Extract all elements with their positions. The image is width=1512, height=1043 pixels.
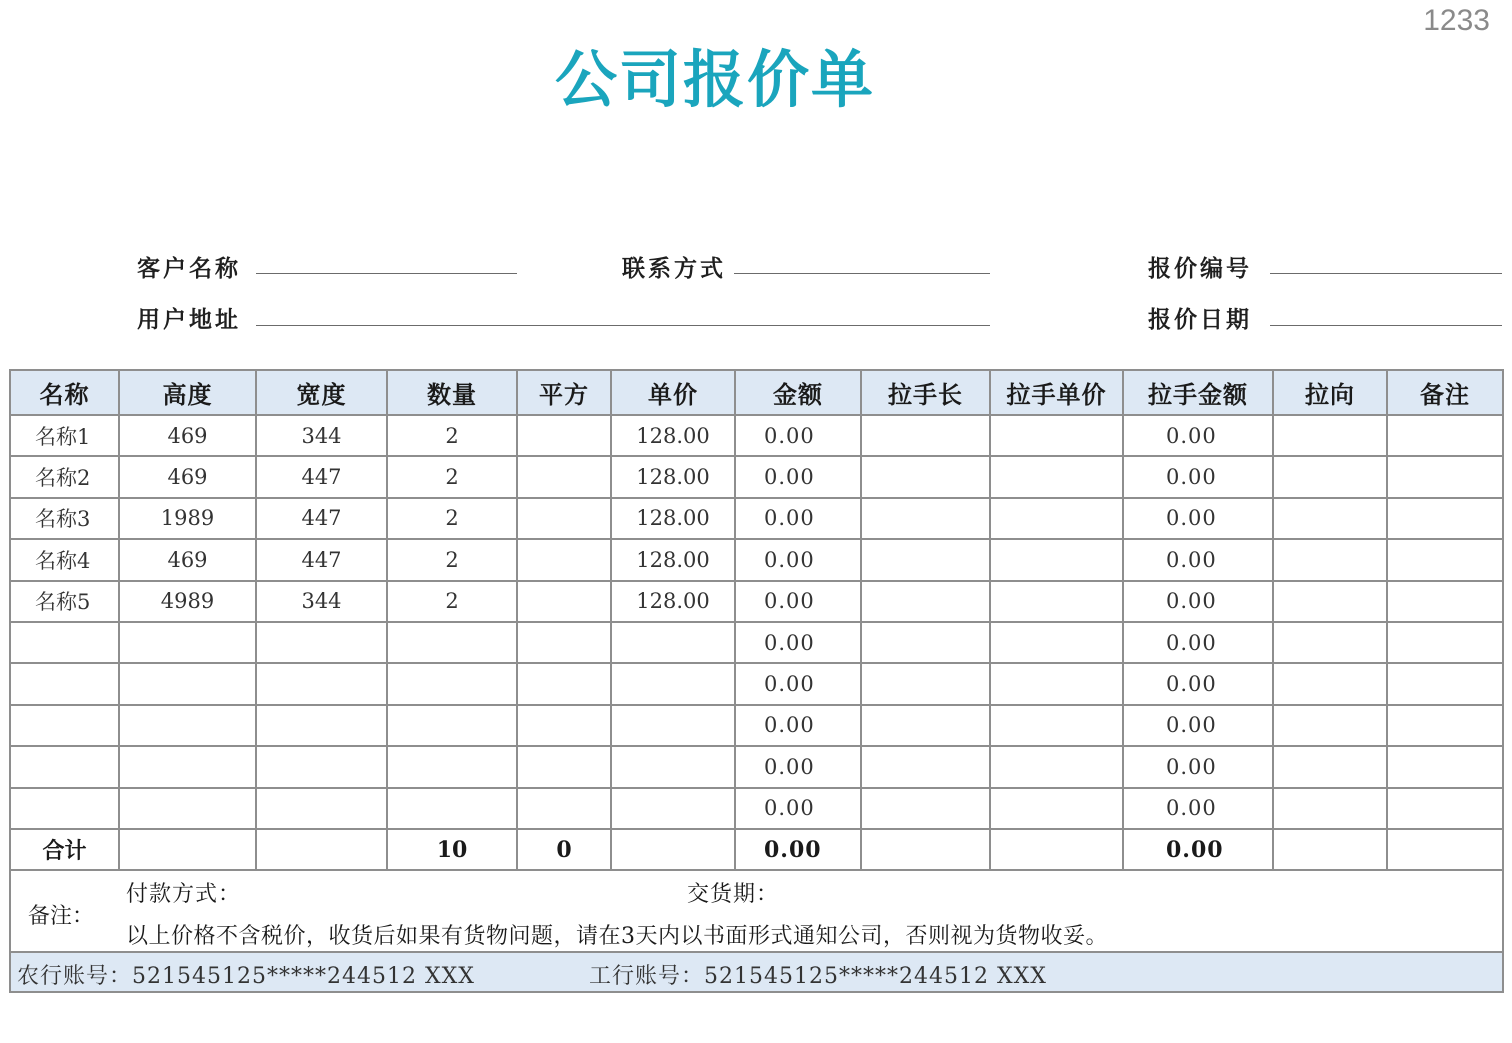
item-handle-amount-cell[interactable]: 0.00 xyxy=(1123,622,1273,663)
item-handle-length-cell[interactable] xyxy=(861,539,990,580)
item-height-cell[interactable] xyxy=(119,663,256,704)
item-handle-unit-price-cell[interactable] xyxy=(990,539,1123,580)
item-quantity-cell[interactable] xyxy=(387,622,517,663)
item-quantity-cell[interactable] xyxy=(387,663,517,704)
table-row xyxy=(10,415,1503,456)
item-height-cell[interactable]: 4989 xyxy=(119,581,256,622)
item-width-cell[interactable]: 447 xyxy=(256,539,387,580)
item-direction-cell[interactable] xyxy=(1273,456,1387,497)
col-header-direction: 拉向 xyxy=(1273,370,1387,415)
item-handle-amount-cell[interactable]: 0.00 xyxy=(1123,456,1273,497)
table-row xyxy=(10,498,1503,539)
abc-bank-account: 农行账号：521545125*****244512 XXX xyxy=(17,964,475,990)
item-handle-unit-price-cell[interactable] xyxy=(990,456,1123,497)
item-handle-amount-cell[interactable]: 0.00 xyxy=(1123,788,1273,829)
item-handle-unit-price-cell[interactable] xyxy=(990,622,1123,663)
item-quantity-cell[interactable] xyxy=(387,788,517,829)
item-height-cell[interactable] xyxy=(119,746,256,787)
item-amount-cell[interactable]: 0.00 xyxy=(735,788,861,829)
item-area-cell[interactable] xyxy=(517,539,611,580)
item-unit-price-cell[interactable] xyxy=(611,622,735,663)
item-direction-cell[interactable] xyxy=(1273,705,1387,746)
total-quantity: 10 xyxy=(387,829,517,870)
item-amount-cell[interactable]: 0.00 xyxy=(735,622,861,663)
col-header-handle-amount: 拉手金额 xyxy=(1123,370,1273,415)
item-width-cell[interactable] xyxy=(256,705,387,746)
item-handle-length-cell[interactable] xyxy=(861,622,990,663)
item-height-cell[interactable] xyxy=(119,705,256,746)
item-name-cell[interactable] xyxy=(10,746,119,787)
item-handle-amount-cell[interactable]: 0.00 xyxy=(1123,415,1273,456)
col-header-remarks: 备注 xyxy=(1387,370,1503,415)
page-number: 1233 xyxy=(1423,4,1490,37)
item-handle-unit-price-cell[interactable] xyxy=(990,581,1123,622)
item-width-cell[interactable]: 344 xyxy=(256,581,387,622)
contact-field[interactable] xyxy=(734,273,990,274)
total-row xyxy=(10,829,1503,870)
item-width-cell[interactable]: 344 xyxy=(256,415,387,456)
bank-accounts xyxy=(10,952,1503,992)
total-cell xyxy=(861,829,990,870)
col-header-handle-unit-price: 拉手单价 xyxy=(990,370,1123,415)
total-cell xyxy=(119,829,256,870)
item-handle-unit-price-cell[interactable] xyxy=(990,663,1123,704)
quote-number-label: 报价编号 xyxy=(1148,255,1252,282)
delivery-time-label: 交货期： xyxy=(687,882,780,908)
item-height-cell[interactable]: 469 xyxy=(119,456,256,497)
item-name-cell[interactable]: 名称5 xyxy=(10,581,119,622)
table-row xyxy=(10,663,1503,704)
item-quantity-cell[interactable] xyxy=(387,705,517,746)
item-quantity-cell[interactable]: 2 xyxy=(387,415,517,456)
item-remarks-cell[interactable] xyxy=(1387,622,1503,663)
customer-name-field[interactable] xyxy=(256,273,517,274)
address-label: 用户地址 xyxy=(137,306,241,333)
item-name-cell[interactable]: 名称2 xyxy=(10,456,119,497)
item-direction-cell[interactable] xyxy=(1273,788,1387,829)
table-row xyxy=(10,581,1503,622)
table-row xyxy=(10,539,1503,580)
item-height-cell[interactable]: 1989 xyxy=(119,498,256,539)
item-unit-price-cell[interactable]: 128.00 xyxy=(611,415,735,456)
col-header-quantity: 数量 xyxy=(387,370,517,415)
item-direction-cell[interactable] xyxy=(1273,415,1387,456)
item-handle-unit-price-cell[interactable] xyxy=(990,788,1123,829)
item-area-cell[interactable] xyxy=(517,746,611,787)
item-handle-length-cell[interactable] xyxy=(861,746,990,787)
item-width-cell[interactable] xyxy=(256,788,387,829)
item-height-cell[interactable] xyxy=(119,622,256,663)
item-remarks-cell[interactable] xyxy=(1387,705,1503,746)
item-height-cell[interactable] xyxy=(119,788,256,829)
item-unit-price-cell[interactable]: 128.00 xyxy=(611,581,735,622)
item-area-cell[interactable] xyxy=(517,498,611,539)
address-field[interactable] xyxy=(256,325,990,326)
notes-label: 备注： xyxy=(28,904,95,930)
item-unit-price-cell[interactable]: 128.00 xyxy=(611,498,735,539)
item-remarks-cell[interactable] xyxy=(1387,788,1503,829)
table-row xyxy=(10,456,1503,497)
item-remarks-cell[interactable] xyxy=(1387,498,1503,539)
table-row xyxy=(10,788,1503,829)
document-title: 公司报价单 xyxy=(554,43,875,116)
item-unit-price-cell[interactable] xyxy=(611,663,735,704)
col-header-area: 平方 xyxy=(517,370,611,415)
item-width-cell[interactable] xyxy=(256,663,387,704)
item-handle-amount-cell[interactable]: 0.00 xyxy=(1123,498,1273,539)
item-name-cell[interactable]: 名称1 xyxy=(10,415,119,456)
item-handle-length-cell[interactable] xyxy=(861,415,990,456)
item-amount-cell[interactable]: 0.00 xyxy=(735,415,861,456)
item-handle-length-cell[interactable] xyxy=(861,705,990,746)
item-unit-price-cell[interactable] xyxy=(611,746,735,787)
col-header-unit-price: 单价 xyxy=(611,370,735,415)
item-handle-amount-cell[interactable]: 0.00 xyxy=(1123,539,1273,580)
item-unit-price-cell[interactable] xyxy=(611,788,735,829)
item-remarks-cell[interactable] xyxy=(1387,415,1503,456)
table-header-row xyxy=(10,370,1503,415)
total-cell xyxy=(1273,829,1387,870)
quote-table xyxy=(9,369,1504,993)
item-quantity-cell[interactable]: 2 xyxy=(387,539,517,580)
item-direction-cell[interactable] xyxy=(1273,539,1387,580)
item-area-cell[interactable] xyxy=(517,788,611,829)
col-header-amount: 金额 xyxy=(735,370,861,415)
item-name-cell[interactable]: 名称4 xyxy=(10,539,119,580)
table-row xyxy=(10,622,1503,663)
item-remarks-cell[interactable] xyxy=(1387,746,1503,787)
item-width-cell[interactable]: 447 xyxy=(256,498,387,539)
item-amount-cell[interactable]: 0.00 xyxy=(735,581,861,622)
item-handle-unit-price-cell[interactable] xyxy=(990,705,1123,746)
item-handle-amount-cell[interactable]: 0.00 xyxy=(1123,581,1273,622)
item-area-cell[interactable] xyxy=(517,663,611,704)
notes-box xyxy=(10,870,1503,952)
quote-number-field[interactable] xyxy=(1270,273,1502,274)
item-handle-unit-price-cell[interactable] xyxy=(990,415,1123,456)
customer-name-label: 客户名称 xyxy=(137,255,241,282)
item-amount-cell[interactable]: 0.00 xyxy=(735,498,861,539)
total-cell xyxy=(611,829,735,870)
item-direction-cell[interactable] xyxy=(1273,622,1387,663)
item-handle-amount-cell[interactable]: 0.00 xyxy=(1123,663,1273,704)
item-width-cell[interactable] xyxy=(256,746,387,787)
table-row xyxy=(10,746,1503,787)
item-quantity-cell[interactable] xyxy=(387,746,517,787)
item-name-cell[interactable] xyxy=(10,788,119,829)
item-area-cell[interactable] xyxy=(517,415,611,456)
item-quantity-cell[interactable]: 2 xyxy=(387,456,517,497)
item-handle-length-cell[interactable] xyxy=(861,456,990,497)
item-remarks-cell[interactable] xyxy=(1387,581,1503,622)
item-amount-cell[interactable]: 0.00 xyxy=(735,705,861,746)
item-area-cell[interactable] xyxy=(517,705,611,746)
bank-row xyxy=(10,952,1503,992)
notes-text: 以上价格不含税价，收货后如果有货物问题，请在3天内以书面形式通知公司，否则视为货物收妥。 xyxy=(126,924,1109,950)
payment-method-label: 付款方式： xyxy=(126,882,242,908)
item-amount-cell[interactable]: 0.00 xyxy=(735,663,861,704)
item-unit-price-cell[interactable] xyxy=(611,705,735,746)
item-name-cell[interactable] xyxy=(10,705,119,746)
col-header-height: 高度 xyxy=(119,370,256,415)
col-header-width: 宽度 xyxy=(256,370,387,415)
item-direction-cell[interactable] xyxy=(1273,746,1387,787)
col-header-name: 名称 xyxy=(10,370,119,415)
item-unit-price-cell[interactable]: 128.00 xyxy=(611,456,735,497)
item-width-cell[interactable] xyxy=(256,622,387,663)
item-handle-length-cell[interactable] xyxy=(861,581,990,622)
item-amount-cell[interactable]: 0.00 xyxy=(735,539,861,580)
total-amount: 0.00 xyxy=(735,829,861,870)
icbc-bank-account: 工行账号：521545125*****244512 XXX xyxy=(589,964,1047,990)
item-handle-amount-cell[interactable]: 0.00 xyxy=(1123,705,1273,746)
item-name-cell[interactable] xyxy=(10,663,119,704)
total-label: 合计 xyxy=(10,829,119,870)
quote-date-field[interactable] xyxy=(1270,325,1502,326)
item-quantity-cell[interactable]: 2 xyxy=(387,581,517,622)
item-width-cell[interactable]: 447 xyxy=(256,456,387,497)
item-area-cell[interactable] xyxy=(517,622,611,663)
item-name-cell[interactable]: 名称3 xyxy=(10,498,119,539)
item-height-cell[interactable]: 469 xyxy=(119,539,256,580)
item-handle-length-cell[interactable] xyxy=(861,663,990,704)
item-handle-unit-price-cell[interactable] xyxy=(990,746,1123,787)
item-area-cell[interactable] xyxy=(517,456,611,497)
item-amount-cell[interactable]: 0.00 xyxy=(735,746,861,787)
item-name-cell[interactable] xyxy=(10,622,119,663)
item-area-cell[interactable] xyxy=(517,581,611,622)
item-remarks-cell[interactable] xyxy=(1387,456,1503,497)
item-height-cell[interactable]: 469 xyxy=(119,415,256,456)
item-direction-cell[interactable] xyxy=(1273,581,1387,622)
item-direction-cell[interactable] xyxy=(1273,498,1387,539)
table-row xyxy=(10,705,1503,746)
quote-date-label: 报价日期 xyxy=(1148,306,1252,333)
item-handle-amount-cell[interactable]: 0.00 xyxy=(1123,746,1273,787)
item-direction-cell[interactable] xyxy=(1273,663,1387,704)
total-area: 0 xyxy=(517,829,611,870)
item-remarks-cell[interactable] xyxy=(1387,539,1503,580)
notes-row xyxy=(10,870,1503,952)
total-handle-amount: 0.00 xyxy=(1123,829,1273,870)
total-cell xyxy=(256,829,387,870)
item-handle-length-cell[interactable] xyxy=(861,498,990,539)
item-unit-price-cell[interactable]: 128.00 xyxy=(611,539,735,580)
total-cell xyxy=(1387,829,1503,870)
total-cell xyxy=(990,829,1123,870)
item-handle-unit-price-cell[interactable] xyxy=(990,498,1123,539)
contact-label: 联系方式 xyxy=(622,255,726,282)
item-handle-length-cell[interactable] xyxy=(861,788,990,829)
item-quantity-cell[interactable]: 2 xyxy=(387,498,517,539)
col-header-handle-length: 拉手长 xyxy=(861,370,990,415)
item-remarks-cell[interactable] xyxy=(1387,663,1503,704)
item-amount-cell[interactable]: 0.00 xyxy=(735,456,861,497)
